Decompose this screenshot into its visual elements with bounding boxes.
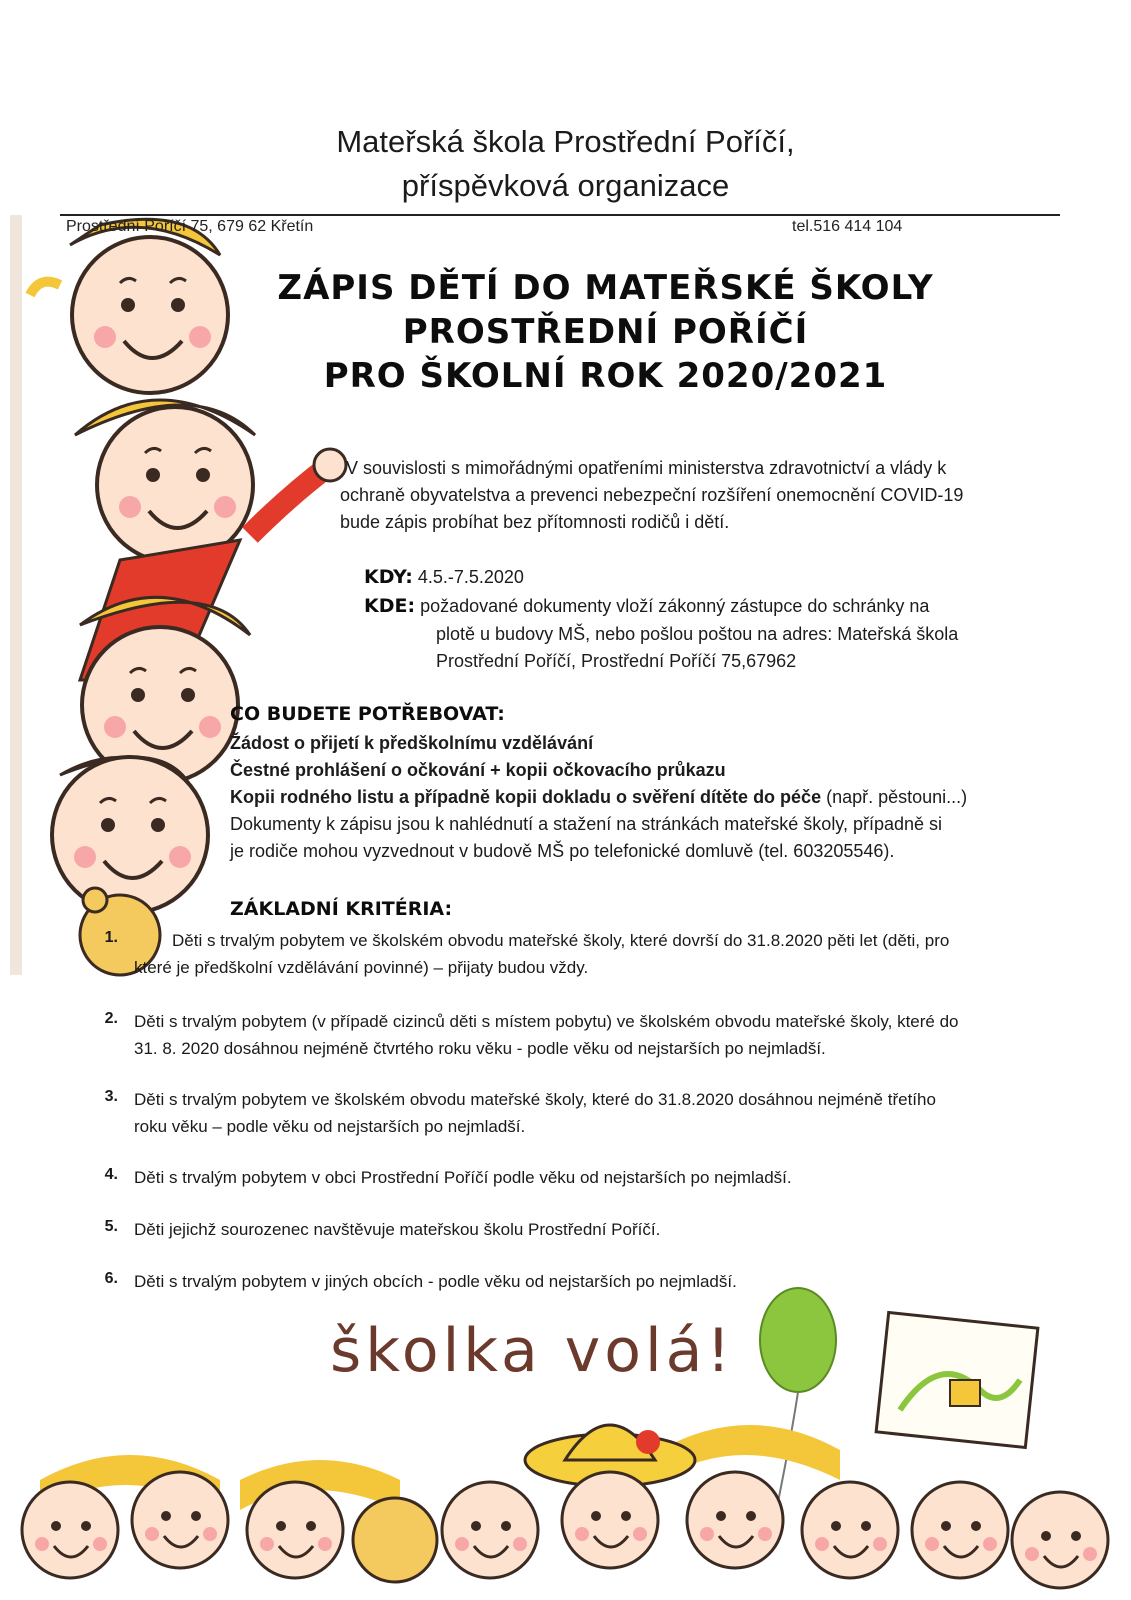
- criteria-line: 31. 8. 2020 dosáhnou nejméně čtvrtého roku věku - podle věku od nejstarších po nejmladší.: [134, 1039, 826, 1058]
- criteria-number: 4.: [104, 1166, 118, 1183]
- criteria-number: 5.: [104, 1218, 118, 1235]
- intro-line1: V souvislosti s mimořádnými opatřeními ministerstva zdravotnictví a vlády k: [346, 458, 947, 478]
- needs-item3: Kopii rodného listu a případně kopii dokladu o svěření dítěte do péče: [230, 787, 822, 807]
- kids-bottom-illustration: [0, 1380, 1131, 1600]
- where-line2: plotě u budovy MŠ, nebo pošlou poštou na adres: Mateřská škola: [436, 624, 959, 644]
- when-value: 4.5.-7.5.2020: [417, 567, 524, 587]
- needs-note-line1: Dokumenty k zápisu jsou k nahlédnutí a stažení na stránkách mateřské školy, případně si: [230, 814, 943, 834]
- criteria-line: roku věku – podle věku od nejstarších po nejmladší.: [134, 1117, 526, 1136]
- needs-item1: Žádost o přijetí k předškolnímu vzdělávání: [230, 733, 594, 753]
- headline-line3: PRO ŠKOLNÍ ROK 2020/2021: [323, 356, 888, 396]
- criteria-line: Děti s trvalým pobytem v obci Prostřední Poříčí podle věku od nejstarších po nejmladší.: [134, 1168, 792, 1187]
- criteria-line: Děti jejichž sourozenec navštěvuje mateřskou školu Prostřední Poříčí.: [134, 1220, 661, 1239]
- organization-name-line2: příspěvková organizace: [401, 168, 730, 203]
- criteria-heading: ZÁKLADNÍ KRITÉRIA:: [230, 898, 453, 920]
- school-phone: tel.516 414 104: [792, 218, 903, 235]
- needs-item2: Čestné prohlášení o očkování + kopii očkovacího průkazu: [230, 760, 726, 780]
- intro-line2: ochraně obyvatelstva a prevenci nebezpeční rozšíření onemocnění COVID-19: [340, 485, 964, 505]
- criteria-line: Děti s trvalým pobytem ve školském obvodu mateřské školy, které do 31.8.2020 dosáhnou nejméně třetího: [134, 1090, 936, 1109]
- where-line1: požadované dokumenty vloží zákonný zástupce do schránky na: [420, 596, 930, 616]
- criteria-line: Děti s trvalým pobytem ve školském obvodu mateřské školy, které dovrší do 31.8.2020 pěti let (děti, pro: [172, 931, 950, 950]
- headline-line2: PROSTŘEDNÍ POŘÍČÍ: [402, 312, 809, 352]
- banner-text: školka volá!: [330, 1316, 735, 1386]
- criteria-line: Děti s trvalým pobytem (v případě cizinců děti s místem pobytu) ve školském obvodu mateřské školy, které do: [134, 1012, 959, 1031]
- organization-name-line1: Mateřská škola Prostřední Poříčí,: [336, 124, 795, 159]
- needs-heading: CO BUDETE POTŘEBOVAT:: [230, 703, 505, 725]
- needs-item3-row: [230, 784, 967, 811]
- where-line3: Prostřední Poříčí, Prostřední Poříčí 75,67962: [436, 651, 797, 671]
- intro-line3: bude zápis probíhat bez přítomnosti rodičů i dětí.: [340, 512, 730, 532]
- criteria-number: 3.: [104, 1088, 118, 1105]
- where-row: [364, 593, 929, 620]
- criteria-line: Děti s trvalým pobytem v jiných obcích - podle věku od nejstarších po nejmladší.: [134, 1272, 737, 1291]
- criteria-number: 6.: [104, 1270, 118, 1287]
- criteria-line: které je předškolní vzdělávání povinné) – přijaty budou vždy.: [134, 958, 589, 977]
- needs-note-line2: je rodiče mohou vyzvednout v budově MŠ po telefonické domluvě (tel. 603205546).: [230, 841, 895, 861]
- needs-item3-note: (např. pěstouni...): [821, 787, 968, 807]
- headline-line1: ZÁPIS DĚTÍ DO MATEŘSKÉ ŠKOLY: [277, 268, 934, 308]
- criteria-number: 1.: [104, 929, 118, 946]
- header-divider: [60, 214, 1060, 216]
- criteria-number: 2.: [104, 1010, 118, 1027]
- where-label: KDE:: [364, 595, 416, 617]
- when-row: [364, 564, 524, 591]
- when-label: KDY:: [364, 566, 413, 588]
- school-address: Prostřední Poříčí 75, 679 62 Křetín: [66, 218, 314, 235]
